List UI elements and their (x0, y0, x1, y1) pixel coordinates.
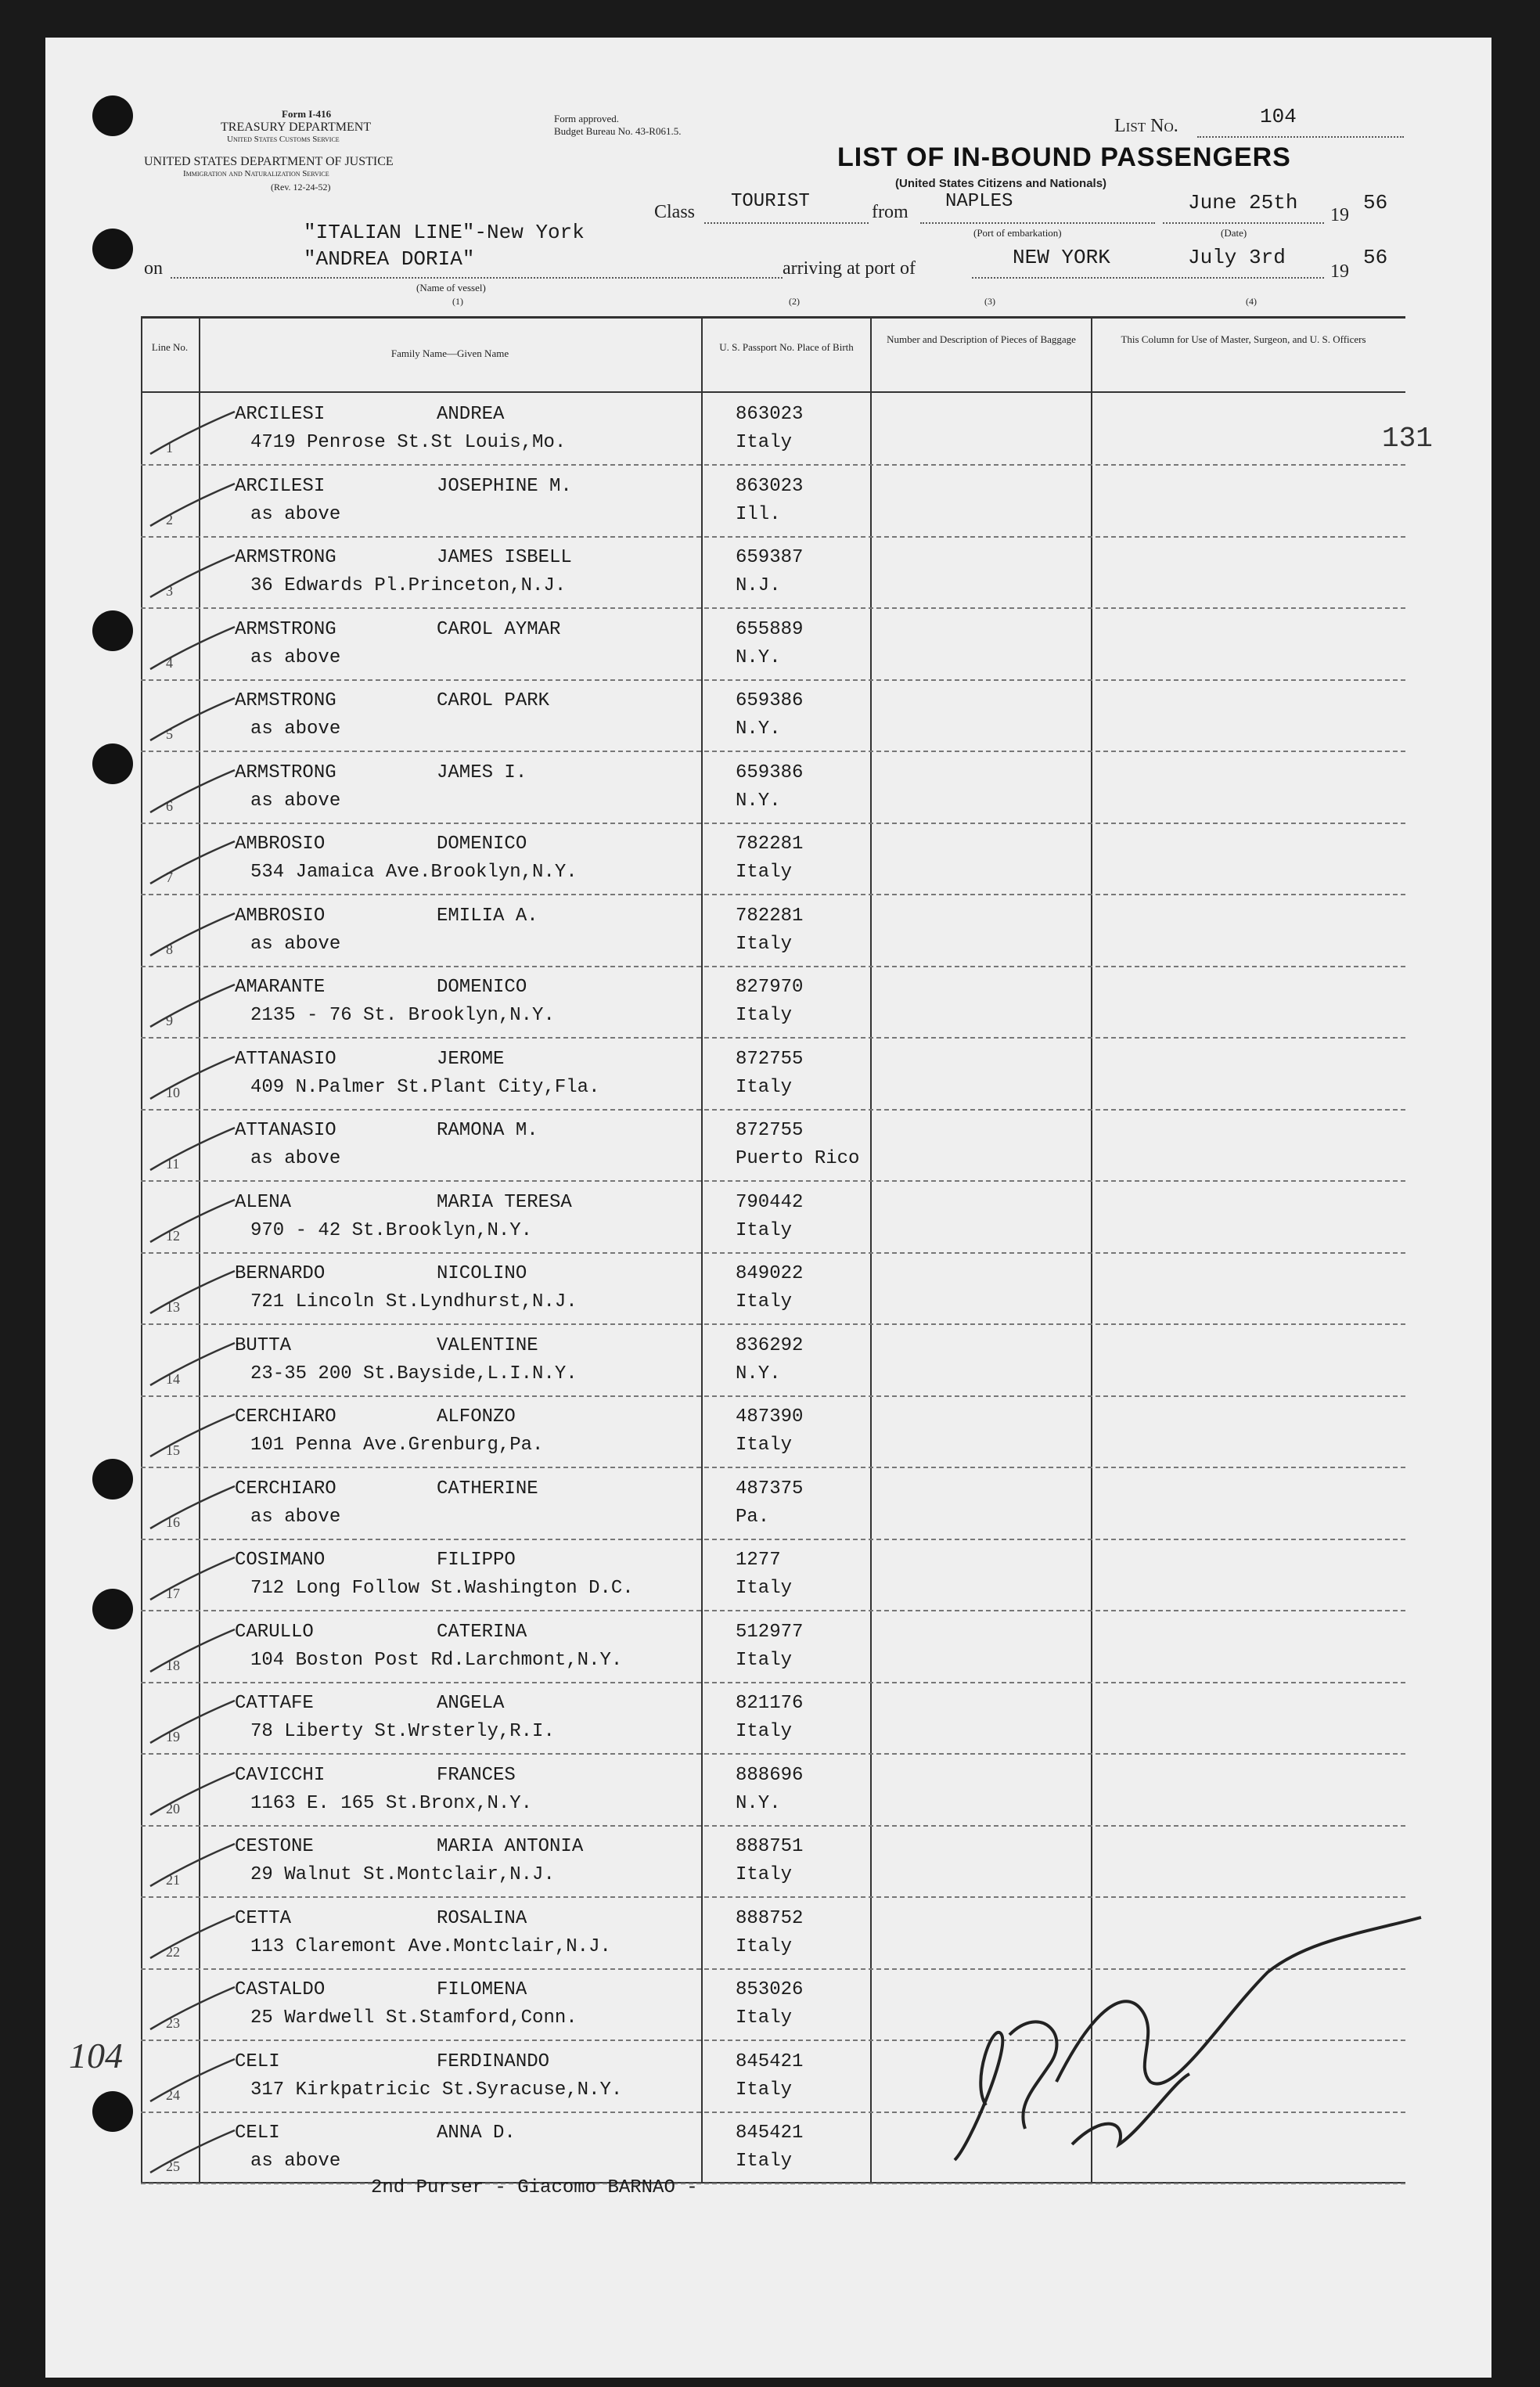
handwritten-side-note: 104 (69, 2036, 123, 2076)
family-name: CERCHIARO (235, 1406, 336, 1428)
given-name: JEROME (437, 1048, 505, 1070)
family-name: ARMSTRONG (235, 690, 336, 711)
form-number: Form I-416 (282, 108, 332, 120)
check-mark (142, 838, 236, 885)
place-of-birth: N.Y. (736, 790, 781, 812)
table-row (141, 1395, 1405, 1468)
passport-number: 853026 (736, 1979, 804, 2000)
place-of-birth: Italy (736, 933, 793, 955)
list-number: 104 (1260, 105, 1297, 128)
family-name: CERCHIARO (235, 1478, 336, 1500)
given-name: DOMENICO (437, 977, 527, 998)
family-name: CATTAFE (235, 1693, 314, 1714)
family-name: ATTANASIO (235, 1048, 336, 1070)
table-row (141, 895, 1405, 967)
from-line (920, 222, 1155, 224)
document-title: LIST OF IN-BOUND PASSENGERS (837, 142, 1291, 172)
line-number: 17 (166, 1586, 180, 1601)
place-of-birth: Ill. (736, 503, 781, 525)
check-mark (142, 1770, 236, 1816)
address: 2135 - 76 St. Brooklyn,N.Y. (250, 1005, 555, 1026)
check-mark (142, 1197, 236, 1244)
given-name: MARIA ANTONIA (437, 1836, 584, 1857)
passport-number: 845421 (736, 2050, 804, 2072)
departure-year: 56 (1363, 191, 1388, 214)
date-label: (Date) (1221, 227, 1247, 239)
check-mark (142, 910, 236, 957)
line-number: 7 (166, 869, 173, 885)
table-row (141, 751, 1405, 824)
place-of-birth: Italy (736, 1076, 793, 1098)
place-of-birth: N.J. (736, 575, 781, 596)
passport-number: 487375 (736, 1478, 804, 1500)
check-mark (142, 1626, 236, 1673)
place-of-birth: N.Y. (736, 1363, 781, 1384)
family-name: COSIMANO (235, 1550, 326, 1571)
passport-number: 659387 (736, 547, 804, 568)
immigration-service: Immigration and Naturalization Service (183, 169, 329, 178)
passport-number: 888751 (736, 1836, 804, 1857)
punch-hole (92, 2091, 133, 2132)
address: 1163 E. 165 St.Bronx,N.Y. (250, 1792, 533, 1814)
passport-number: 1277 (736, 1550, 781, 1571)
address: 534 Jamaica Ave.Brooklyn,N.Y. (250, 862, 578, 883)
line-number: 12 (166, 1227, 180, 1244)
address: 29 Walnut St.Montclair,N.J. (250, 1864, 555, 1885)
given-name: VALENTINE (437, 1334, 538, 1356)
family-name: ARMSTRONG (235, 761, 336, 783)
given-name: NICOLINO (437, 1263, 527, 1284)
line-number: 18 (166, 1657, 180, 1673)
passport-number: 863023 (736, 475, 804, 497)
table-row (141, 1754, 1405, 1827)
family-name: ARCILESI (235, 404, 326, 425)
check-mark (142, 2127, 236, 2174)
vessel-line (171, 277, 783, 279)
address: as above (250, 1506, 341, 1528)
list-number-label: List No. (1114, 116, 1178, 136)
table-row (141, 1682, 1405, 1755)
address: 409 N.Palmer St.Plant City,Fla. (250, 1076, 600, 1098)
check-mark (142, 409, 236, 455)
column-2-number: (2) (789, 296, 800, 307)
check-mark (142, 1698, 236, 1744)
given-name: EMILIA A. (437, 905, 538, 927)
department-of-justice: UNITED STATES DEPARTMENT OF JUSTICE (144, 155, 394, 168)
check-mark (142, 695, 236, 742)
line-number: 15 (166, 1442, 180, 1458)
address: 712 Long Follow St.Washington D.C. (250, 1578, 634, 1599)
line-number: 14 (166, 1370, 180, 1387)
table-row (141, 393, 1405, 466)
line-number: 19 (166, 1729, 180, 1744)
address: 970 - 42 St.Brooklyn,N.Y. (250, 1219, 533, 1241)
departure-date: June 25th (1188, 191, 1298, 214)
port-of-embarkation: NAPLES (945, 191, 1013, 212)
class-label: Class (654, 202, 696, 222)
family-name: CAVICCHI (235, 1764, 326, 1786)
passport-number: 845421 (736, 2122, 804, 2144)
passport-number: 827970 (736, 977, 804, 998)
given-name: FILOMENA (437, 1979, 527, 2000)
address: 721 Lincoln St.Lyndhurst,N.J. (250, 1291, 578, 1312)
budget-bureau: Budget Bureau No. 43-R061.5. (554, 125, 682, 137)
passport-number: 655889 (736, 618, 804, 640)
vessel-name: "ANDREA DORIA" (304, 247, 475, 271)
given-name: FRANCES (437, 1764, 516, 1786)
table-row (141, 1181, 1405, 1254)
address: as above (250, 2151, 341, 2172)
table-row (141, 966, 1405, 1039)
family-name: BUTTA (235, 1334, 292, 1356)
document-subtitle: (United States Citizens and Nationals) (895, 177, 1107, 190)
check-mark (142, 1984, 236, 2031)
header-line-no: Line No. (151, 341, 189, 353)
family-name: AMBROSIO (235, 905, 326, 927)
column-1-number: (1) (452, 296, 463, 307)
place-of-birth: Italy (736, 2079, 793, 2101)
given-name: DOMENICO (437, 833, 527, 855)
family-name: ARMSTRONG (235, 618, 336, 640)
place-of-birth: N.Y. (736, 1792, 781, 1814)
given-name: ANGELA (437, 1693, 505, 1714)
passport-number: 821176 (736, 1693, 804, 1714)
table-row (141, 1539, 1405, 1611)
given-name: CATHERINE (437, 1478, 538, 1500)
passport-number: 782281 (736, 905, 804, 927)
passport-number: 863023 (736, 404, 804, 425)
family-name: CETTA (235, 1907, 292, 1929)
given-name: ALFONZO (437, 1406, 516, 1428)
line-number: 16 (166, 1514, 180, 1530)
check-mark (142, 1483, 236, 1530)
header-name: Family Name—Given Name (390, 347, 509, 359)
shipping-line: "ITALIAN LINE"-New York (304, 221, 585, 244)
family-name: CASTALDO (235, 1979, 326, 2000)
address: as above (250, 718, 341, 740)
table-row (141, 1038, 1405, 1111)
given-name: FILIPPO (437, 1550, 516, 1571)
table-row (141, 1324, 1405, 1397)
given-name: JAMES I. (437, 761, 527, 783)
family-name: ALENA (235, 1191, 292, 1213)
address: 113 Claremont Ave.Montclair,N.J. (250, 1935, 611, 1957)
line-number: 6 (166, 797, 173, 814)
address: as above (250, 646, 341, 668)
table-row (141, 1467, 1405, 1540)
family-name: CARULLO (235, 1621, 314, 1643)
signature-mark (939, 1847, 1424, 2176)
line-number: 23 (166, 2015, 180, 2031)
punch-hole (92, 1589, 133, 1629)
place-of-birth: N.Y. (736, 718, 781, 740)
header-officers: This Column for Use of Master, Surgeon, and U. S. Officers (1121, 333, 1366, 345)
check-mark (142, 1268, 236, 1315)
address: 25 Wardwell St.Stamford,Conn. (250, 2007, 578, 2029)
on-label: on (144, 258, 163, 279)
place-of-birth: Italy (736, 432, 793, 453)
family-name: ATTANASIO (235, 1120, 336, 1141)
family-name: AMARANTE (235, 977, 326, 998)
line-number: 13 (166, 1299, 180, 1315)
table-row (141, 465, 1405, 538)
check-mark (142, 1340, 236, 1387)
place-of-birth: Italy (736, 1864, 793, 1885)
line-number: 10 (166, 1084, 180, 1100)
punch-hole (92, 229, 133, 269)
line-number: 2 (166, 511, 173, 527)
line-number: 8 (166, 941, 173, 957)
class-value: TOURIST (731, 191, 810, 212)
line-number: 9 (166, 1013, 173, 1028)
place-of-birth: Italy (736, 1721, 793, 1742)
given-name: CAROL AYMAR (437, 618, 561, 640)
arrival-date: July 3rd (1188, 246, 1286, 269)
check-mark (142, 767, 236, 814)
place-of-birth: Italy (736, 1291, 793, 1312)
table-top-border (141, 316, 1405, 319)
line-number: 25 (166, 2158, 180, 2174)
line-number: 24 (166, 2086, 180, 2103)
passport-number: 872755 (736, 1120, 804, 1141)
check-mark (142, 1554, 236, 1601)
address: as above (250, 933, 341, 955)
line-number: 11 (166, 1156, 180, 1172)
port-embarkation-label: (Port of embarkation) (973, 227, 1062, 239)
line-number: 22 (166, 1943, 180, 1960)
customs-service: United States Customs Service (227, 135, 340, 144)
given-name: JAMES ISBELL (437, 547, 572, 568)
place-of-birth: Pa. (736, 1506, 770, 1528)
check-mark (142, 552, 236, 599)
check-mark (142, 1411, 236, 1458)
punch-hole (92, 743, 133, 784)
passport-number: 888696 (736, 1764, 804, 1786)
table-row (141, 679, 1405, 752)
given-name: MARIA TERESA (437, 1191, 572, 1213)
check-mark (142, 981, 236, 1028)
passport-number: 659386 (736, 761, 804, 783)
line-number: 3 (166, 583, 173, 599)
given-name: ANNA D. (437, 2122, 516, 2144)
family-name: CESTONE (235, 1836, 314, 1857)
column-3-number: (3) (984, 296, 995, 307)
from-label: from (872, 202, 909, 222)
table-row (141, 608, 1405, 681)
check-mark (142, 481, 236, 527)
column-4-number: (4) (1246, 296, 1257, 307)
line-number: 20 (166, 1800, 180, 1816)
place-of-birth: Italy (736, 1005, 793, 1026)
given-name: ANDREA (437, 404, 505, 425)
place-of-birth: Italy (736, 1435, 793, 1456)
line-number: 4 (166, 654, 173, 671)
header-passport: U. S. Passport No. Place of Birth (719, 341, 854, 353)
punch-hole (92, 1459, 133, 1500)
place-of-birth: Italy (736, 2151, 793, 2172)
check-mark (142, 1053, 236, 1100)
given-name: JOSEPHINE M. (437, 475, 572, 497)
place-of-birth: Italy (736, 1578, 793, 1599)
given-name: RAMONA M. (437, 1120, 538, 1141)
list-number-line (1197, 136, 1404, 138)
place-of-birth: Italy (736, 862, 793, 883)
check-mark (142, 2056, 236, 2103)
passport-number: 659386 (736, 690, 804, 711)
place-of-birth: Italy (736, 1935, 793, 1957)
address: as above (250, 503, 341, 525)
passport-number: 512977 (736, 1621, 804, 1643)
address: as above (250, 1148, 341, 1169)
year-prefix: 19 (1330, 205, 1349, 225)
family-name: BERNARDO (235, 1263, 326, 1284)
check-mark (142, 1841, 236, 1888)
family-name: AMBROSIO (235, 833, 326, 855)
margin-note: 131 (1382, 423, 1433, 455)
header-baggage: Number and Description of Pieces of Baggage (887, 333, 1076, 345)
table-row (141, 536, 1405, 609)
table-row (141, 1109, 1405, 1182)
address: as above (250, 790, 341, 812)
punch-hole (92, 610, 133, 651)
vessel-label: (Name of vessel) (416, 282, 486, 293)
table-row (141, 1252, 1405, 1325)
address: 4719 Penrose St.St Louis,Mo. (250, 432, 567, 453)
address: 23-35 200 St.Bayside,L.I.N.Y. (250, 1363, 578, 1384)
form-approved: Form approved. (554, 113, 620, 124)
check-mark (142, 1125, 236, 1172)
check-mark (142, 624, 236, 671)
address: 101 Penna Ave.Grenburg,Pa. (250, 1435, 544, 1456)
passport-number: 836292 (736, 1334, 804, 1356)
table-row (141, 1611, 1405, 1683)
punch-hole (92, 95, 133, 136)
line-number: 5 (166, 726, 173, 742)
place-of-birth: Puerto Rico (736, 1148, 860, 1169)
arrival-port: NEW YORK (1013, 246, 1110, 269)
family-name: CELI (235, 2122, 280, 2144)
passport-number: 487390 (736, 1406, 804, 1428)
line-number: 1 (166, 440, 173, 455)
place-of-birth: Italy (736, 1219, 793, 1241)
address: 104 Boston Post Rd.Larchmont,N.Y. (250, 1649, 623, 1671)
passport-number: 782281 (736, 833, 804, 855)
given-name: CAROL PARK (437, 690, 550, 711)
passport-number: 790442 (736, 1191, 804, 1213)
line-number: 21 (166, 1872, 180, 1888)
check-mark (142, 1913, 236, 1960)
table-row (141, 823, 1405, 895)
treasury-department: TREASURY DEPARTMENT (221, 121, 372, 134)
family-name: ARCILESI (235, 475, 326, 497)
address: 317 Kirkpatricic St.Syracuse,N.Y. (250, 2079, 623, 2101)
place-of-birth: N.Y. (736, 646, 781, 668)
family-name: ARMSTRONG (235, 547, 336, 568)
family-name: CELI (235, 2050, 280, 2072)
revision-date: (Rev. 12-24-52) (271, 182, 331, 193)
place-of-birth: Italy (736, 2007, 793, 2029)
date-line (1163, 222, 1324, 224)
arriving-label: arriving at port of (783, 258, 916, 279)
given-name: FERDINANDO (437, 2050, 550, 2072)
arrival-port-line (972, 277, 1324, 279)
place-of-birth: Italy (736, 1649, 793, 1671)
class-line (704, 222, 869, 224)
given-name: ROSALINA (437, 1907, 527, 1929)
address: 78 Liberty St.Wrsterly,R.I. (250, 1721, 555, 1742)
footer-purser: 2nd Purser - Giacomo BARNAO - (371, 2177, 698, 2198)
given-name: CATERINA (437, 1621, 527, 1643)
arrival-year: 56 (1363, 246, 1388, 269)
passport-number: 872755 (736, 1048, 804, 1070)
passport-number: 849022 (736, 1263, 804, 1284)
year-prefix: 19 (1330, 261, 1349, 282)
address: 36 Edwards Pl.Princeton,N.J. (250, 575, 567, 596)
passport-number: 888752 (736, 1907, 804, 1929)
